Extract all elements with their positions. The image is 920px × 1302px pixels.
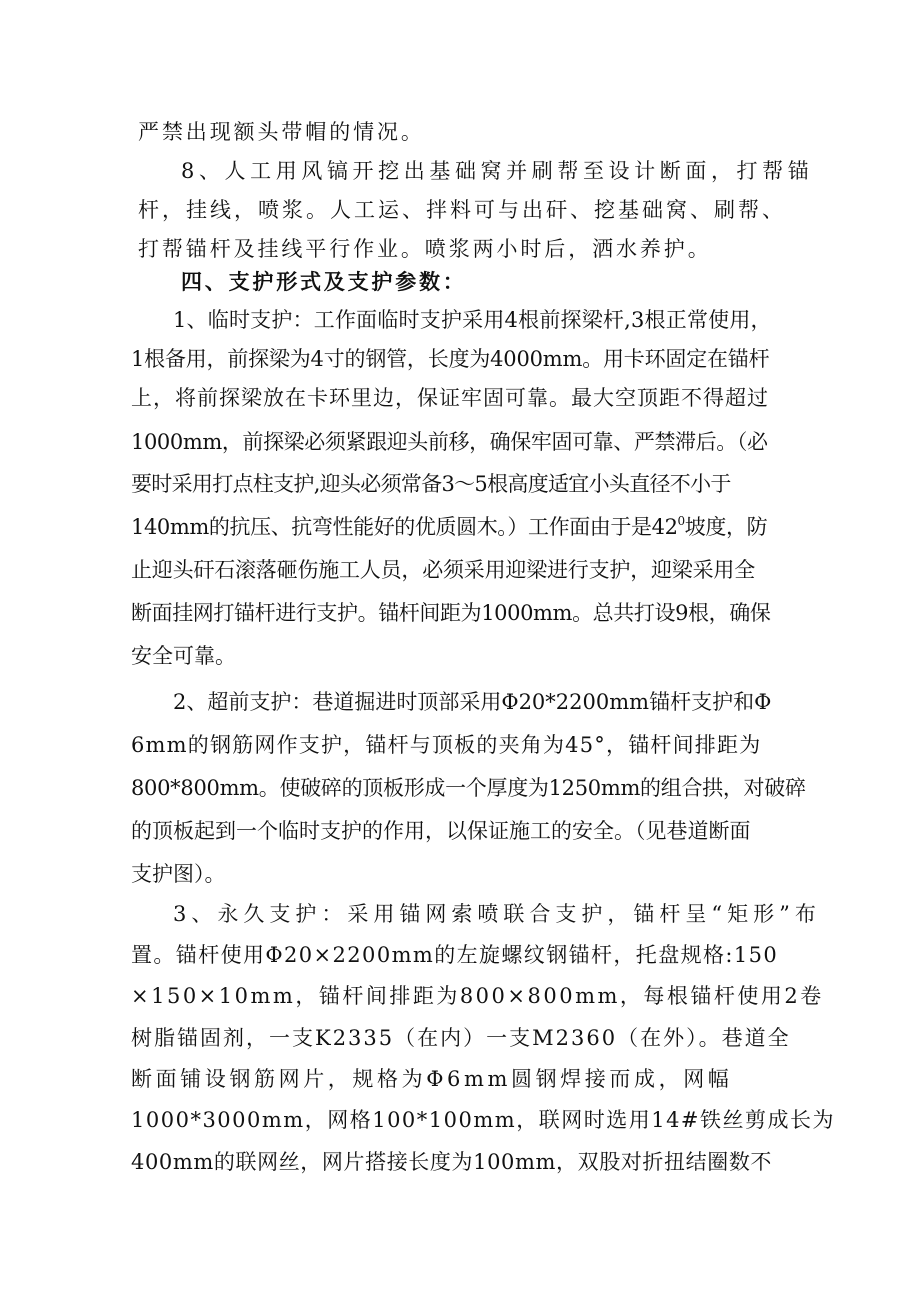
text-line: 8、人工用风镐开挖出基础窝并刷帮至设计断面，打帮锚 bbox=[181, 159, 814, 183]
text-line: 6mm的钢筋网作支护，锚杆与顶板的夹角为45°，锚杆间排距为 bbox=[131, 733, 762, 757]
text-line: 2、超前支护：巷道掘进时顶部采用Φ20*2200mm锚杆支护和Φ bbox=[173, 690, 772, 714]
text-line: 800*800mm。使破碎的顶板形成一个厚度为1250mm的组合拱，对破碎 bbox=[131, 776, 806, 800]
text-line: 树脂锚固剂，一支K2335（在内）一支M2360（在外）。巷道全 bbox=[131, 1026, 791, 1050]
text-line: 止迎头矸石滚落砸伤施工人员，必须采用迎梁进行支护，迎梁采用全 bbox=[131, 558, 755, 582]
text-line: 断面挂网打锚杆进行支护。锚杆间距为1000mm。总共打设9根，确保 bbox=[131, 601, 771, 625]
text-line: 上，将前探梁放在卡环里边，保证牢固可靠。最大空顶距不得超过 bbox=[131, 386, 769, 410]
text-line: 断面铺设钢筋网片，规格为Φ6mm圆钢焊接而成，网幅 bbox=[131, 1067, 733, 1091]
text-line: 1根备用，前探梁为4寸的钢管，长度为4000mm。用卡环固定在锚杆 bbox=[131, 347, 770, 371]
text-line: 安全可靠。 bbox=[131, 644, 236, 668]
text-line: 置。锚杆使用Φ20×2200mm的左旋螺纹钢锚杆，托盘规格:150 bbox=[131, 943, 779, 967]
text-line: 严禁出现额头带帽的情况。 bbox=[138, 120, 425, 144]
text-line: ×150×10mm，锚杆间排距为800×800mm，每根锚杆使用2卷 bbox=[131, 984, 824, 1008]
text-line-with-superscript bbox=[131, 513, 767, 541]
superscript: 0 bbox=[677, 514, 685, 528]
text-line: 支护图）。 bbox=[131, 862, 226, 886]
text-line: 杆，挂线，喷浆。人工运、拌料可与出矸、挖基础窝、刷帮、 bbox=[138, 198, 786, 222]
text-segment: 140mm的抗压、抗弯性能好的优质圆木。）工作面由于是42 bbox=[131, 515, 678, 539]
text-line: 打帮锚杆及挂线平行作业。喷浆两小时后，洒水养护。 bbox=[138, 237, 712, 261]
text-segment: 坡度，防 bbox=[684, 515, 768, 539]
text-line: 1000*3000mm，网格100*100mm，联网时选用14#铁丝剪成长为 bbox=[131, 1108, 836, 1132]
text-line: 400mm的联网丝，网片搭接长度为100mm，双股对折扭结圈数不 bbox=[131, 1150, 773, 1174]
text-line: 要时采用打点柱支护,迎头必须常备3～5根高度适宜小头直径不小于 bbox=[131, 472, 731, 496]
text-line: 的顶板起到一个临时支护的作用，以保证施工的安全。（见巷道断面 bbox=[131, 819, 751, 843]
text-line: 1、临时支护：工作面临时支护采用4根前探梁杆,3根正常使用， bbox=[173, 308, 772, 332]
section-heading: 四、支护形式及支护参数： bbox=[181, 269, 467, 294]
text-line: 3、永久支护：采用锚网索喷联合支护，锚杆呈“矩形”布 bbox=[173, 902, 821, 926]
text-line: 1000mm，前探梁必须紧跟迎头前移，确保牢固可靠、严禁滞后。（必 bbox=[131, 430, 768, 454]
